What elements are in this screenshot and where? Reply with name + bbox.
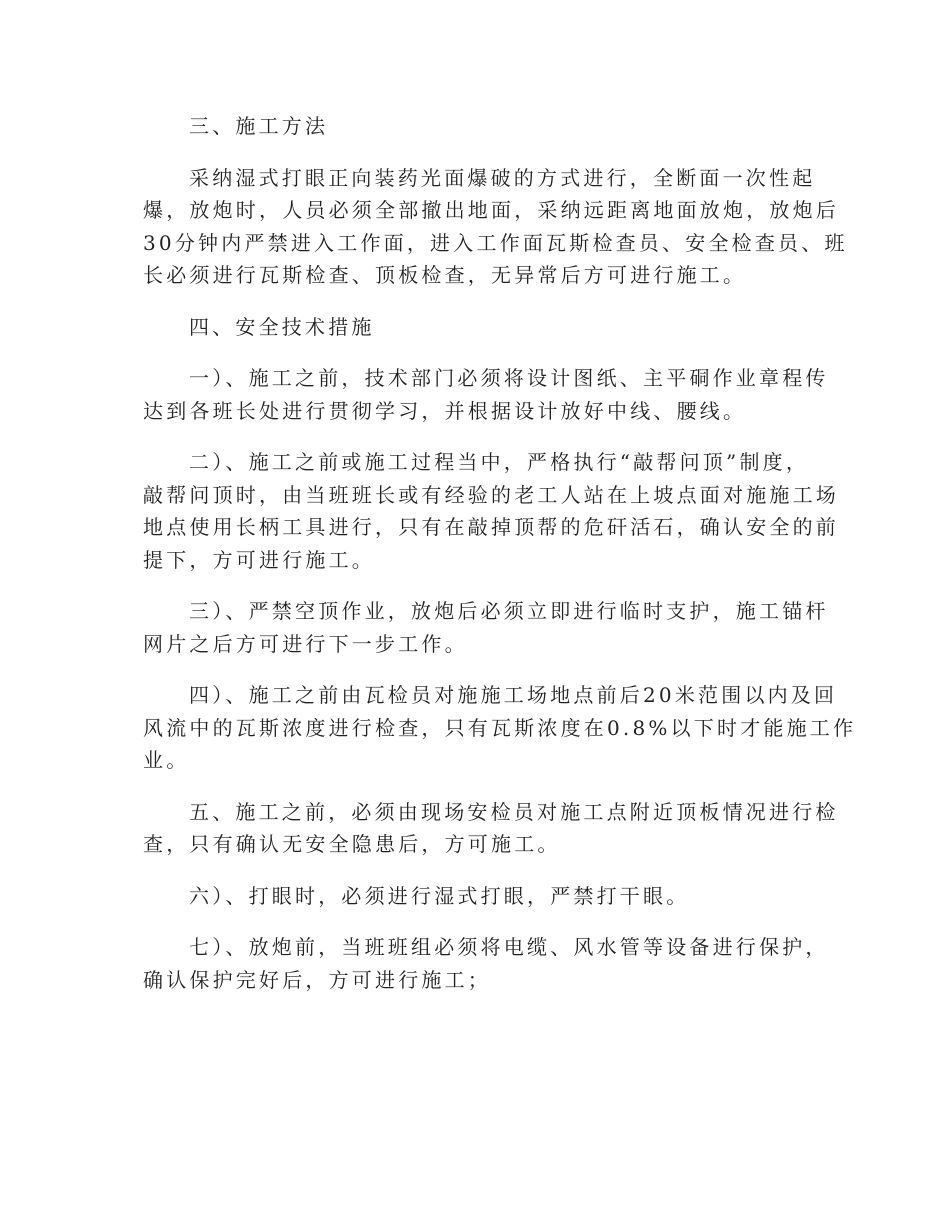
text-line: 业。 xyxy=(143,748,190,772)
section-heading-3 xyxy=(143,110,808,143)
text-line: 达到各班长处进行贯彻学习，并根据设计放好中线、腰线。 xyxy=(143,398,747,423)
text-line: 长必须进行瓦斯检查、顶板检查，无异常后方可进行施工。 xyxy=(143,263,747,287)
text-line: 确认保护完好后，方可进行施工； xyxy=(143,967,491,992)
text-line: 三）、严禁空顶作业，放炮后必须立即进行临时支护，施工锚杆 xyxy=(189,599,829,623)
text-line: 采纳湿式打眼正向装药光面爆破的方式进行，全断面一次性起 xyxy=(189,165,816,190)
paragraph-measure-5 xyxy=(143,796,839,861)
section-heading-4 xyxy=(143,311,808,344)
paragraph-measure-7 xyxy=(143,931,829,996)
text-line: 七）、放炮前，当班班组必须将电缆、风水管等设备进行保护， xyxy=(189,935,829,959)
text-line: 网片之后方可进行下一步工作。 xyxy=(143,631,468,656)
text-line: 爆，放炮时，人员必须全部撤出地面，采纳远距离地面放炮，放炮后 xyxy=(143,198,839,222)
text-line: 提下，方可进行施工。 xyxy=(143,547,375,572)
text-line: 五、施工之前，必须由现场安检员对施工点附近顶板情况进行检 xyxy=(189,799,839,824)
paragraph-measure-2 xyxy=(143,446,839,576)
document-body xyxy=(143,110,857,1015)
paragraph-measure-3 xyxy=(143,595,829,660)
paragraph-measure-4 xyxy=(143,679,857,777)
text-line: 四、安全技术措施 xyxy=(189,314,375,339)
paragraph-measure-6 xyxy=(143,880,808,913)
text-line: 敲帮问顶时，由当班班长或有经验的老工人站在上坡点面对施施工场 xyxy=(143,482,839,507)
text-line: 二）、施工之前或施工过程当中，严格执行“敲帮问顶”制度， xyxy=(189,450,810,474)
paragraph-construction-method xyxy=(143,162,848,292)
text-line: 风流中的瓦斯浓度进行检查，只有瓦斯浓度在0.8%以下时才能施工作 xyxy=(143,715,857,740)
text-line: 30分钟内严禁进入工作面，进入工作面瓦斯检查员、安全检查员、班 xyxy=(143,230,848,255)
text-line: 六）、打眼时，必须进行湿式打眼，严禁打干眼。 xyxy=(189,883,690,908)
text-line: 一）、施工之前，技术部门必须将设计图纸、主平硐作业章程传 xyxy=(189,366,829,390)
text-line: 三、施工方法 xyxy=(189,114,329,138)
paragraph-measure-1 xyxy=(143,362,829,427)
text-line: 查，只有确认无安全隐患后，方可施工。 xyxy=(143,832,561,856)
text-line: 地点使用长柄工具进行，只有在敲掉顶帮的危矸活石，确认安全的前 xyxy=(143,515,839,539)
text-line: 四）、施工之前由瓦检员对施施工场地点前后20米范围以内及回 xyxy=(189,683,838,707)
